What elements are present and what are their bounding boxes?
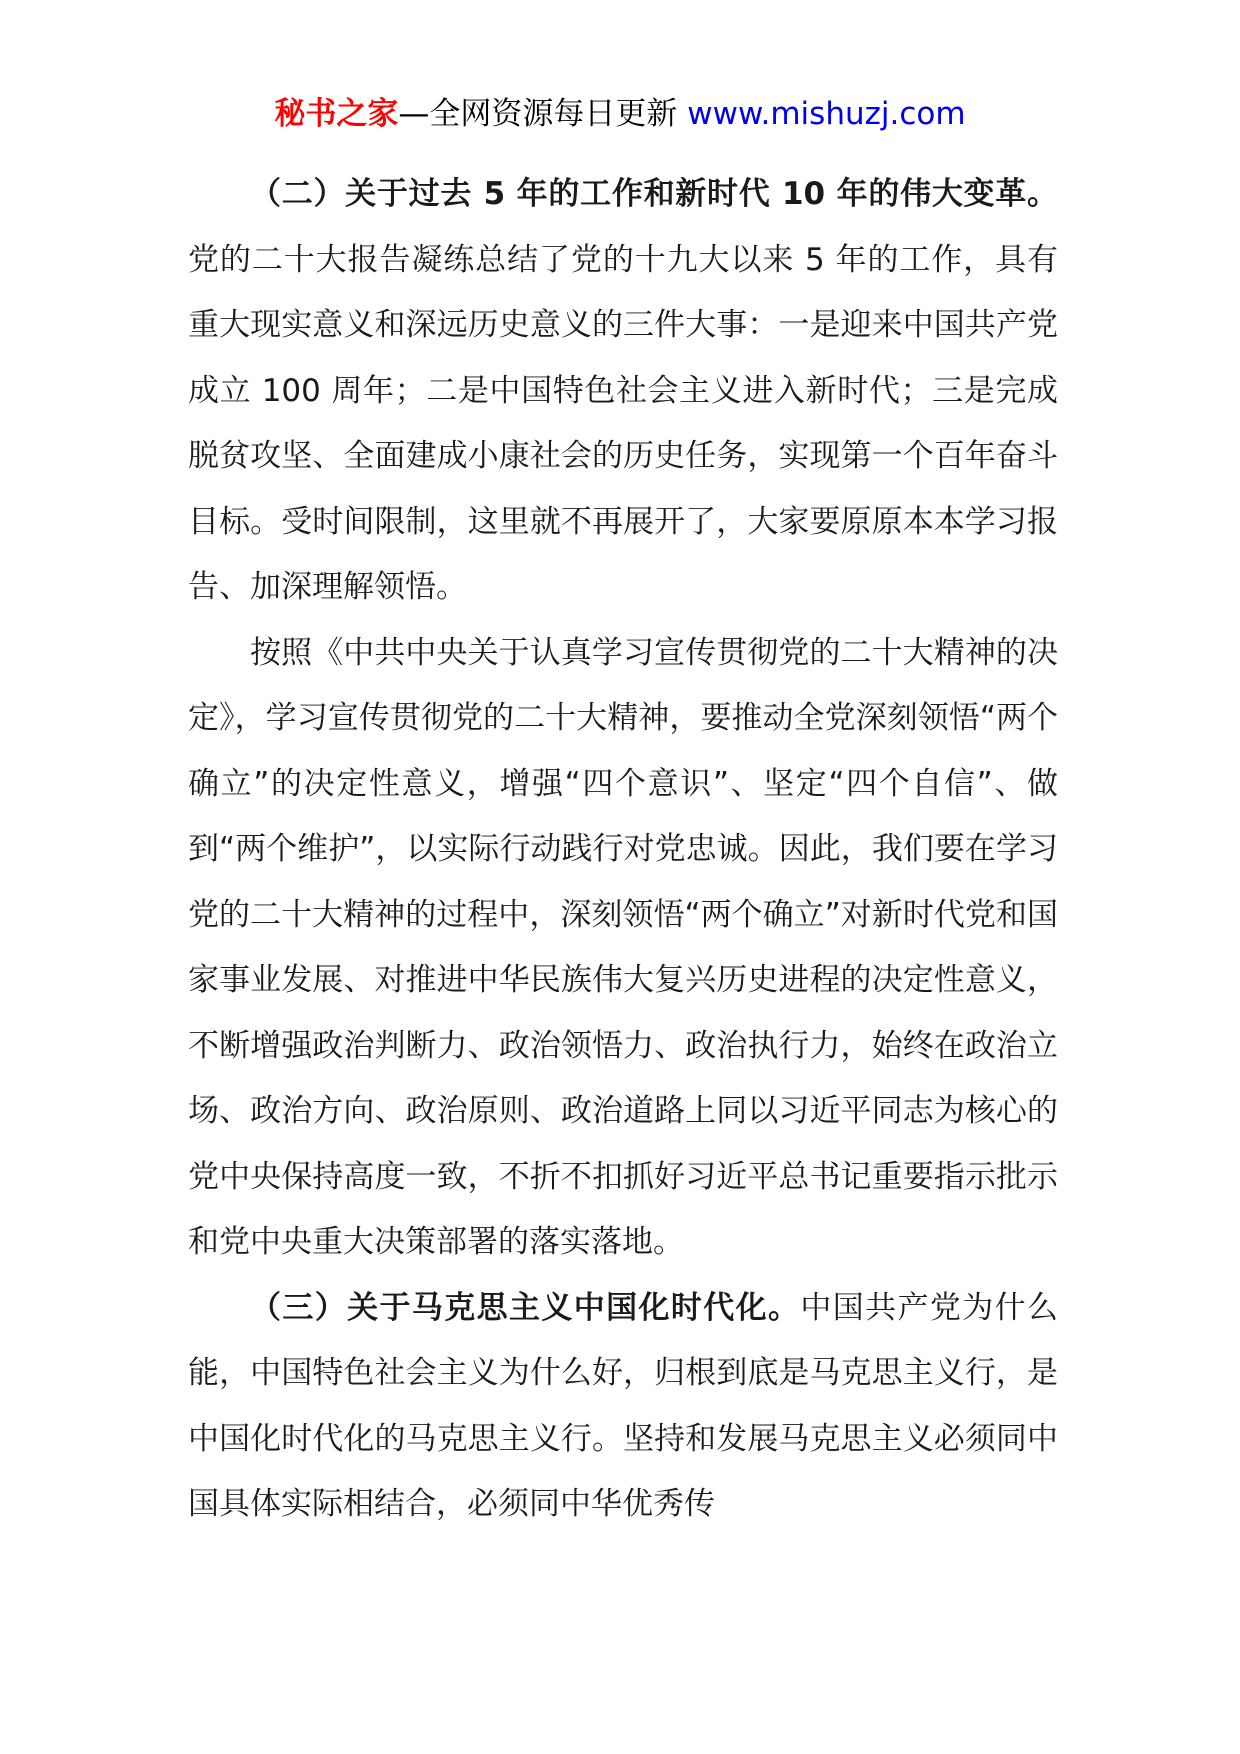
page-header <box>0 92 1240 136</box>
document-body <box>188 162 1058 1538</box>
paragraph-text-1: 党的二十大报告凝练总结了党的十九大以来 5 年的工作，具有重大现实意义和深远历史意义的三件大事：一是迎来中国共产党成立 100 周年；二是中国特色社会主义进入新时代；三是完成脱贫攻坚、全面建成小康社会的历史任务，实现第一个百年奋斗目标。受时间限制，这里就不再展开了，大家要原原本本学习报告、加深理解领悟。 <box>188 241 1058 605</box>
paragraph-section-3 <box>188 1276 1058 1538</box>
paragraph-text-3: 中国共产党为什么能，中国特色社会主义为什么好，归根到底是马克思主义行，是中国化时代化的马克思主义行。坚持和发展马克思主义必须同中国具体实际相结合，必须同中华优秀传 <box>188 1289 1058 1522</box>
section-heading-3: （三）关于马克思主义中国化时代化。 <box>250 1289 801 1326</box>
paragraph-section-2 <box>188 162 1058 621</box>
paragraph-two-establishments <box>188 621 1058 1276</box>
site-url-link[interactable]: www.mishuzj.com <box>687 96 966 132</box>
site-brand: 秘书之家 <box>274 96 399 132</box>
paragraph-text-2: 按照《中共中央关于认真学习宣传贯彻党的二十大精神的决定》，学习宣传贯彻党的二十大精神，要推动全党深刻领悟“两个确立”的决定性意义，增强“四个意识”、坚定“四个自信”、做到“两个维护”，以实际行动践行对党忠诚。因此，我们要在学习党的二十大精神的过程中，深刻领悟“两个确立”对新时代党和国家事业发展、对推进中华民族伟大复兴历史进程的决定性意义，不断增强政治判断力、政治领悟力、政治执行力，始终在政治立场、政治方向、政治原则、政治道路上同以习近平同志为核心的党中央保持高度一致，不折不扣抓好习近平总书记重要指示批示和党中央重大决策部署的落实落地。 <box>188 634 1058 1260</box>
section-heading-2: （二）关于过去 5 年的工作和新时代 10 年的伟大变革。 <box>250 176 1058 212</box>
site-tagline: —全网资源每日更新 <box>398 96 688 132</box>
